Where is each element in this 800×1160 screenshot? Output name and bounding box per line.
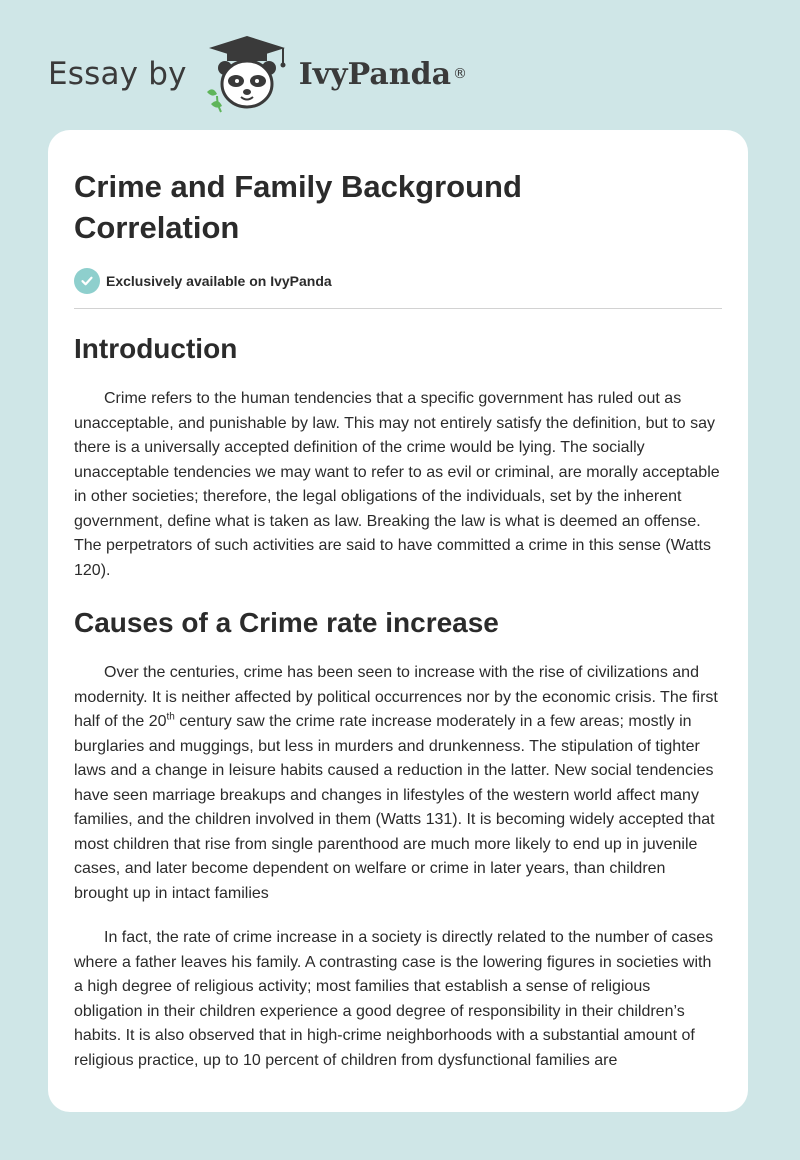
section-heading: Causes of a Crime rate increase: [74, 607, 499, 638]
paragraph: In fact, the rate of crime increase in a society is directly related to the number of cases where a father leaves his family. A contrasting case is the lowering figures in societies with a high degree of religious activity; most families that establish a sense of religious obligation in their children experience a good degree of responsibility in their children’s habits. It is also observed that in high-crime neighborhoods with a substantial amount of religious practice, up to 10 percent of children from dysfunctional families are: [74, 929, 714, 1069]
section-heading: Introduction: [74, 333, 238, 364]
registered-mark: ®: [453, 66, 468, 82]
paragraph-text-part: Over the centuries, crime has been seen to increase with the rise of civilizations and modernity. It is neither affected by political occurrences nor by the economic crisis. The first half of the 20: [74, 664, 718, 730]
ordinal-superscript: th: [166, 711, 175, 723]
brand-prefix: Essay by: [48, 56, 187, 92]
exclusive-badge: [74, 268, 722, 294]
section-introduction: [74, 331, 722, 583]
paragraph: Crime refers to the human tendencies that a specific government has ruled out as unacceptable, and punishable by law. This may not entirely satisfy the definition, but to say there is a universally accepted definition of the crime would be lying. The socially unacceptable tendencies we may want to refer to as evil or criminal, are morally acceptable in other societies; therefore, the legal obligations of the individuals, set by the inherent government, define what is taken as law. Breaking the law is what is deemed an offense. The perpetrators of such activities are said to have committed a crime in this sense (Watts 120).: [74, 390, 720, 579]
site-header: [48, 34, 467, 114]
section-causes: [74, 605, 722, 1073]
essay-card: [48, 130, 748, 1112]
divider: [74, 308, 722, 309]
check-circle-icon: [74, 268, 100, 294]
essay-title: Crime and Family Background Correlation: [74, 169, 522, 245]
panda-graduation-cap-logo-icon[interactable]: [203, 34, 295, 114]
exclusive-text: Exclusively available on IvyPanda: [106, 273, 332, 289]
paragraph: [74, 661, 722, 906]
brand-name[interactable]: IvyPanda: [298, 56, 452, 92]
paragraph-text-part: century saw the crime rate increase moderately in a few areas; mostly in burglaries and muggings, but less in murders and drunkenness. The stipulation of tighter laws and a change in leisure habits caused a reduction in the latter. New social tendencies have seen marriage breakups and changes in lifestyles of the western world affect many families, and the children involved in them (Watts 131). It is becoming widely accepted that most children that rise from single parenthood are much more likely to end up in juvenile cases, and later become dependent on welfare or crime in later years, than children brought up in intact families: [74, 713, 715, 902]
